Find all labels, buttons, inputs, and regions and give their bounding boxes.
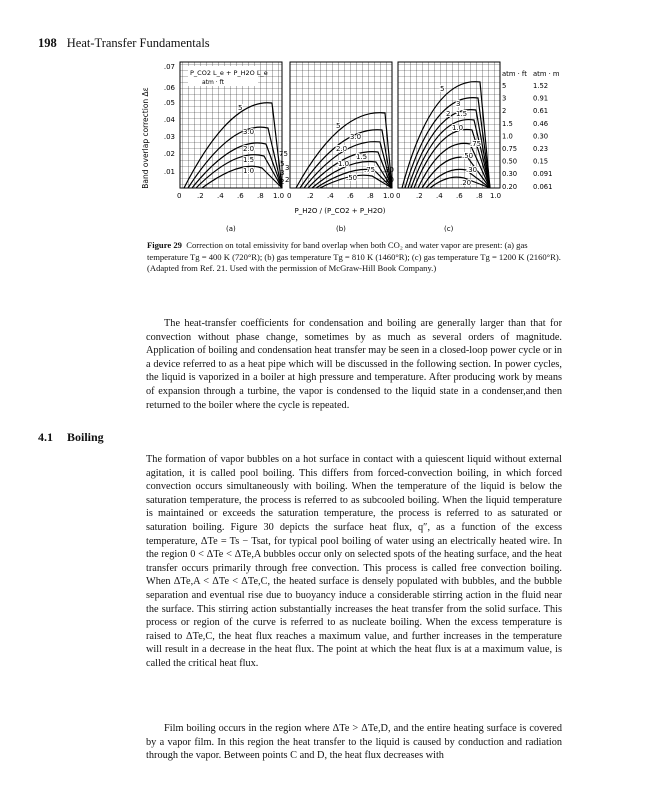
legend-header: atm · m <box>533 70 560 78</box>
x-tick: .4 <box>327 192 334 200</box>
legend-atm-ft: 2 <box>502 107 507 116</box>
legend-atm-m: 0.091 <box>533 170 553 179</box>
y-tick: .05 <box>163 99 175 107</box>
x-tick: 1.0 <box>273 192 285 200</box>
x-tick: .6 <box>347 192 354 200</box>
panel-tag: (c) <box>444 225 454 233</box>
panel-a-unit: atm · ft <box>202 79 224 86</box>
section-heading <box>38 430 118 445</box>
curve-label: 3.0 <box>243 128 255 136</box>
x-tick: .8 <box>257 192 264 200</box>
y-tick: .07 <box>163 63 175 71</box>
curve-label: 1.0 <box>452 124 464 132</box>
panel-c <box>383 62 501 233</box>
curve-label: 3 <box>456 100 461 108</box>
side-label: .30 <box>382 166 394 174</box>
legend-atm-ft: 0.75 <box>502 145 518 153</box>
legend-atm-ft: 5 <box>502 82 507 90</box>
x-tick: .8 <box>476 192 483 200</box>
curve-label: 5 <box>440 85 445 93</box>
x-tick: .6 <box>237 192 244 200</box>
curve-label: .50 <box>462 152 474 160</box>
side-label: 2 <box>280 178 285 186</box>
section-title: Boiling <box>67 430 104 444</box>
x-tick: 0 <box>177 192 182 200</box>
x-tick: 0 <box>396 192 401 200</box>
legend-atm-ft: 3 <box>502 94 507 103</box>
side-label: 75 <box>279 150 288 158</box>
page-number: 198 <box>38 36 57 50</box>
curve-label: 2 <box>446 110 451 118</box>
side-label: .20 <box>382 176 394 184</box>
legend-atm-m: 0.15 <box>533 157 549 166</box>
x-tick: 1.0 <box>490 192 502 200</box>
curve-label: 1.5 <box>356 153 368 161</box>
y-tick: .02 <box>163 150 175 158</box>
paragraph-boiling: The formation of vapor bubbles on a hot surface in contact with a quiescent liquid without external agitation, it is called pool boiling. This differs from forced-convection boiling, in which forced convection occurs simultaneously with boiling. When the temperature of the liquid is below the saturation temperature, the process is referred to as subcooled boiling. When the liquid temperature is maintained or exceeds the saturation temperature, the process is referred to as saturated or saturation boiling. Figure 30 depicts the surface heat flux, q″, as a function of the excess temperature, ΔTe = Ts − Tsat, for typical pool boiling of water using an electrically heated wire. In the region 0 < ΔTe < ΔTe,A bubbles occur only on selected spots of the heating surface, and the heat transfer occurs primarily through free convection. This process is called free convection boiling. When ΔTe,A < ΔTe < ΔTe,C, the heated surface is densely populated with bubbles, and the bubble separation and eventual rise due to buoyancy induce a considerable stirring action in the fluid near the surface. This stirring action substantially increases the heat transfer from the solid surface. This process or region of the curve is referred to as nucleate boiling. When the excess temperature is raised to ΔTe,C, the heat flux reaches a maximum value, and further increases in the temperature will result in a decrease in the heat flux. The point at which the heat flux is at a maximum value, is called the critical heat flux. <box>146 454 562 669</box>
y-tick: .04 <box>163 116 175 124</box>
legend-header: atm · ft <box>502 70 527 78</box>
caption-label: Figure 29 <box>147 240 182 250</box>
curve-label: .75 <box>364 166 376 174</box>
curve-label: 1.0 <box>243 167 255 175</box>
side-label: 3 <box>285 164 290 172</box>
x-axis-label: P_H2O / (P_CO2 + P_H2O) <box>294 207 386 215</box>
curve-label: 2.0 <box>336 145 348 153</box>
curve-label: 1.5 <box>243 156 255 164</box>
legend-atm-m: 0.91 <box>533 94 549 103</box>
curve-label: .75 <box>470 140 482 148</box>
paragraph-film-boiling: Film boiling occurs in the region where ΔTe > ΔTe,D, and the entire heating surface is covered by a vapor film. In this region the heat transfer to the liquid is caused by conduction and radiation through the vapor. Between points C and D, the heat flux decreases with <box>146 723 562 762</box>
curve-label: .50 <box>346 174 358 182</box>
curve-label: 1.5 <box>456 110 468 118</box>
curve-label: 1.0 <box>338 160 350 168</box>
curve-label: 2.0 <box>243 145 255 153</box>
panel-tag: (b) <box>336 225 346 233</box>
caption-text: Correction on total emissivity for band overlap when both CO₂ and water vapor are present: (a) gas temperature Tg = 400 K (720°R); (b) gas temperature Tg = 810 K (1460°R); (c) gas temperature Tg = 1200 K (2160°R). (Adapted from Ref. 21. Used with the permission of McGraw-Hill Book Company.) <box>147 240 561 273</box>
curve-label: 3.0 <box>350 133 362 141</box>
figure-29 <box>140 58 560 236</box>
figure-legend <box>502 70 560 191</box>
y-tick: .03 <box>163 133 175 141</box>
panel-tag: (a) <box>226 225 236 233</box>
legend-atm-m: 0.46 <box>533 119 549 128</box>
legend-atm-m: 0.23 <box>533 145 549 153</box>
x-tick: .8 <box>367 192 374 200</box>
figure-caption <box>147 240 562 275</box>
curve-label: .20 <box>460 179 472 187</box>
y-axis-label: Band overlap correction Δε <box>141 87 150 189</box>
legend-atm-m: 0.061 <box>533 182 553 191</box>
panel-a <box>177 62 284 233</box>
panel-a-formula: P_CO2 L_e + P_H2O L_e <box>190 69 268 77</box>
legend-atm-ft: 0.20 <box>502 182 518 191</box>
x-tick: .2 <box>197 192 204 200</box>
y-tick: .06 <box>163 84 175 92</box>
panel-b <box>279 62 394 233</box>
paragraph-intro: The heat-transfer coefficients for condensation and boiling are generally larger than that for convection without phase change, sometimes by as much as several orders of magnitude. Application of boiling and condensation heat transfer may be seen in a closed-loop power cycle or in a device referred to as a heat pipe which will be discussed in the following section. In power cycles, the liquid is vaporized in a boiler at high pressure and temperature. After producing work by means of expansion through a turbine, the vapor is condensed to the liquid state in a condenser,and then returned to the boiler where the cycle is repeated. <box>146 318 562 411</box>
y-tick: .01 <box>163 168 175 176</box>
curve-label: 5 <box>238 104 243 112</box>
curve-label: 5 <box>336 122 341 130</box>
running-title: Heat-Transfer Fundamentals <box>66 36 210 50</box>
legend-atm-ft: 0.30 <box>502 170 518 179</box>
legend-atm-m: 0.61 <box>533 107 549 116</box>
x-tick: 0 <box>287 192 292 200</box>
legend-atm-ft: 1.0 <box>502 132 513 141</box>
side-label: 3 <box>280 169 285 177</box>
x-tick: .2 <box>416 192 423 200</box>
page-header <box>38 36 210 51</box>
x-tick: .4 <box>436 192 443 200</box>
section-number: 4.1 <box>38 430 53 444</box>
x-tick: .6 <box>456 192 463 200</box>
legend-atm-ft: 1.5 <box>502 119 513 128</box>
legend-atm-m: 1.52 <box>533 82 549 90</box>
side-label: 5 <box>280 160 285 168</box>
curve-label: .30 <box>466 166 478 174</box>
x-tick: .4 <box>217 192 224 200</box>
legend-atm-ft: 0.50 <box>502 157 518 166</box>
x-tick: .2 <box>307 192 314 200</box>
legend-atm-m: 0.30 <box>533 132 549 141</box>
side-label: 2 <box>285 176 290 184</box>
x-tick: 1.0 <box>383 192 395 200</box>
